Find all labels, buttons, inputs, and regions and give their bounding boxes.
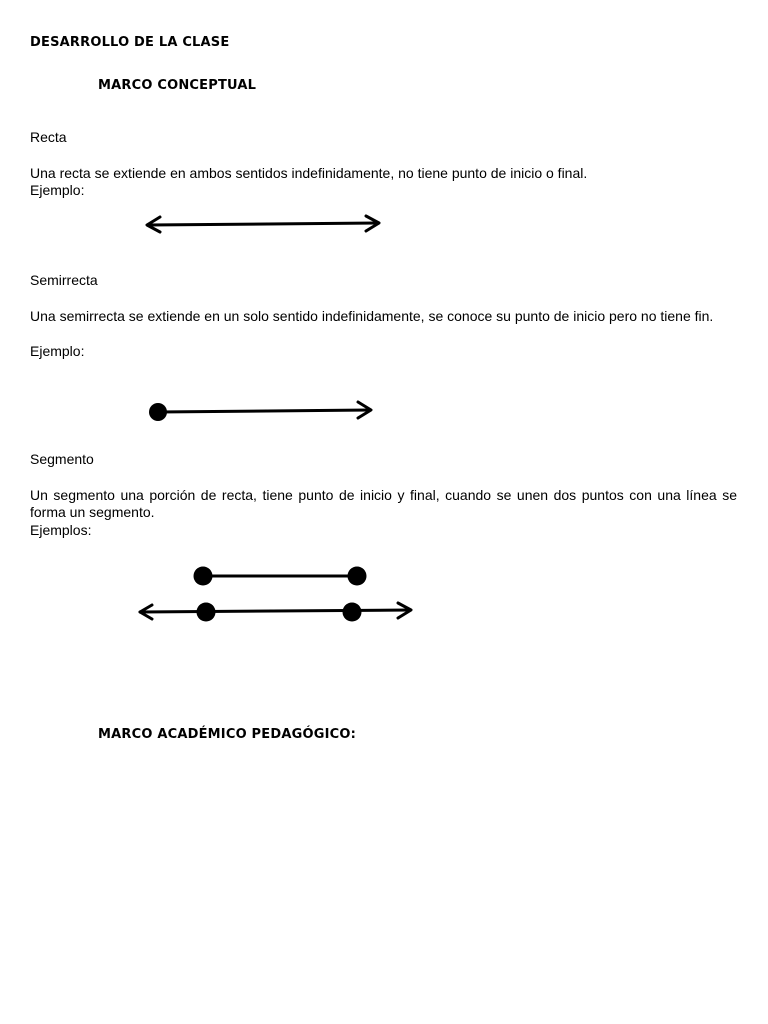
section-heading-marco-conceptual: MARCO CONCEPTUAL [98, 78, 257, 93]
definition-semirrecta: Una semirrecta se extiende en un solo sentido indefinidamente, se conoce su punto de inicio pero no tiene fin. [30, 308, 714, 324]
ray-icon [140, 396, 390, 426]
term-recta: Recta [30, 129, 67, 145]
document-title: DESARROLLO DE LA CLASE [30, 35, 230, 50]
example-label-semirrecta: Ejemplo: [30, 343, 85, 359]
example-label-segmento: Ejemplos: [30, 522, 92, 538]
segment-icon [130, 560, 430, 630]
definition-recta: Una recta se extiende en ambos sentidos indefinidamente, no tiene punto de inicio o final. [30, 165, 588, 181]
example-label-recta: Ejemplo: [30, 182, 85, 198]
definition-segmento: Un segmento una porción de recta, tiene punto de inicio y final, cuando se unen dos puntos con una línea se forma un segmento. [30, 487, 737, 520]
line-icon [140, 210, 390, 240]
term-segmento: Segmento [30, 451, 94, 467]
term-semirrecta: Semirrecta [30, 272, 98, 288]
section-heading-marco-academico: MARCO ACADÉMICO PEDAGÓGICO: [98, 727, 357, 742]
